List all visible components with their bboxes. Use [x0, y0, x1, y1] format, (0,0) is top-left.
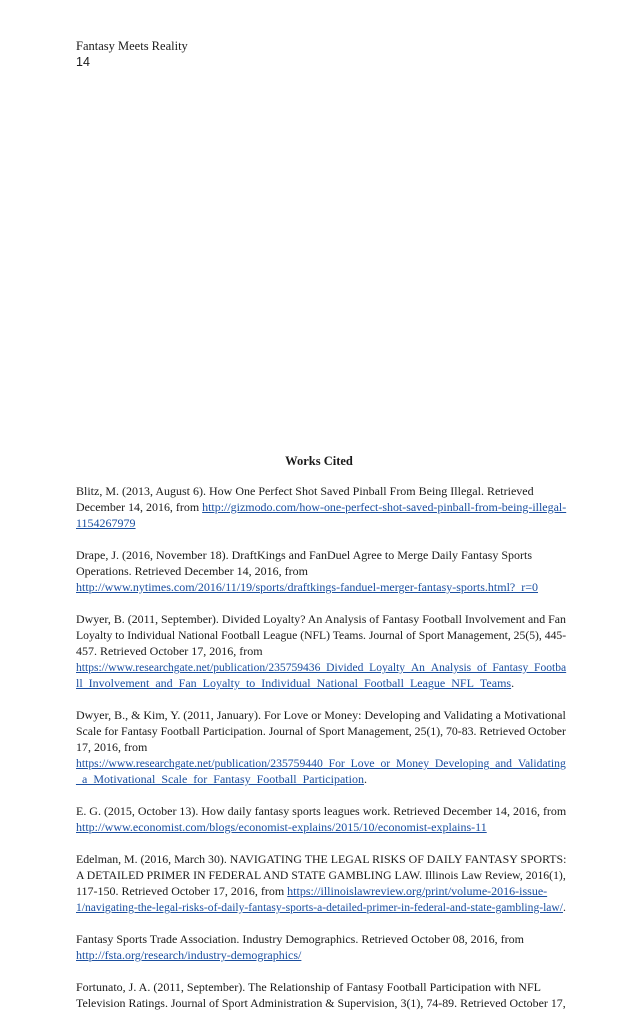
reference-entry — [76, 707, 566, 787]
reference-text: Fortunato, J. A. (2011, September). The Relationship of Fantasy Football Participation with NFL — [76, 980, 541, 994]
reference-line — [76, 643, 566, 659]
reference-text: E. G. (2015, October 13). How daily fantasy sports leagues work. Retrieved December 14, 2016, from — [76, 804, 567, 818]
reference-line — [76, 867, 566, 883]
reference-text: . — [511, 676, 515, 690]
reference-line — [76, 483, 566, 499]
reference-line — [76, 819, 566, 835]
reference-text: Dwyer, B., & Kim, Y. (2011, January). For Love or Money: Developing and Validating a Motivational — [76, 708, 566, 722]
reference-line — [76, 707, 565, 723]
reference-text: A DETAILED PRIMER IN FEDERAL AND STATE GAMBLING LAW. Illinois Law Review, 2016(1), — [76, 868, 566, 882]
reference-line — [76, 883, 566, 899]
reference-link[interactable]: https://www.researchgate.net/publication/235759440_For_Love_or_Money_Developing_and_Validating — [76, 756, 566, 770]
reference-text: Operations. Retrieved December 14, 2016, from — [76, 564, 308, 578]
reference-line — [76, 755, 566, 771]
reference-line — [76, 499, 567, 515]
reference-line — [76, 627, 567, 643]
reference-link[interactable]: http://gizmodo.com/how-one-perfect-shot-saved-pinball-from-being-illegal- — [202, 500, 567, 514]
reference-line — [76, 803, 565, 819]
reference-link[interactable]: 1154267979 — [76, 516, 136, 530]
reference-list — [76, 483, 566, 1011]
reference-link[interactable]: http://www.nytimes.com/2016/11/19/sports/draftkings-fanduel-merger-fantasy-sports.html?_r=0 — [76, 580, 538, 594]
reference-line — [76, 931, 566, 947]
reference-entry — [76, 803, 566, 835]
reference-entry — [76, 851, 566, 915]
reference-link[interactable]: http://www.economist.com/blogs/economist-explains/2015/10/economist-explains-11 — [76, 820, 487, 834]
reference-text: 457. Retrieved October 17, 2016, from — [76, 644, 263, 658]
reference-text: December 14, 2016, from — [76, 500, 203, 514]
reference-text: . — [363, 772, 367, 786]
reference-line — [76, 947, 566, 963]
reference-line — [76, 579, 566, 595]
reference-entry — [76, 547, 566, 595]
reference-link[interactable]: https://illinoislawreview.org/print/volume-2016-issue- — [287, 884, 548, 898]
reference-line — [76, 547, 566, 563]
reference-text: . — [563, 900, 566, 914]
reference-entry — [76, 483, 566, 531]
works-cited-heading: Works Cited — [285, 454, 353, 468]
reference-line — [76, 995, 566, 1011]
reference-line — [76, 659, 567, 675]
reference-link[interactable]: https://www.researchgate.net/publication/235759436_Divided_Loyalty_An_Analysis_of_Fantasy_Footba — [76, 660, 567, 674]
reference-link[interactable]: _a_Motivational_Scale_for_Fantasy_Football_Participation — [76, 772, 364, 786]
reference-line — [76, 979, 566, 995]
reference-entry — [76, 931, 566, 963]
reference-line — [76, 515, 566, 531]
page-number: 14 — [76, 55, 90, 69]
reference-line — [76, 723, 566, 739]
reference-line — [76, 851, 567, 867]
reference-text: Fantasy Sports Trade Association. Industry Demographics. Retrieved October 08, 2016, from — [76, 932, 524, 946]
reference-entry — [76, 979, 566, 1011]
reference-text: Drape, J. (2016, November 18). DraftKings and FanDuel Agree to Merge Daily Fantasy Sports — [76, 548, 533, 562]
reference-text: Television Ratings. Journal of Sport Administration & Supervision, 3(1), 74-89. Retrieved October 17, — [76, 996, 566, 1010]
reference-link[interactable]: 1/navigating-the-legal-risks-of-daily-fantasy-sports-a-detailed-primer-in-federal-and-state-gambling-law/ — [76, 900, 564, 914]
reference-text: Edelman, M. (2016, March 30). NAVIGATING THE LEGAL RISKS OF DAILY FANTASY SPORTS: — [76, 852, 567, 866]
reference-text: Loyalty to Individual National Football League (NFL) Teams. Journal of Sport Management, 25(5), 445- — [76, 628, 567, 642]
reference-line — [76, 899, 566, 915]
running-head: Fantasy Meets Reality — [76, 39, 188, 53]
reference-line — [76, 771, 566, 787]
reference-line — [76, 739, 566, 755]
reference-text: 17, 2016, from — [76, 740, 148, 754]
reference-text: Blitz, M. (2013, August 6). How One Perfect Shot Saved Pinball From Being Illegal. Retrieved — [76, 484, 534, 498]
reference-text: Dwyer, B. (2011, September). Divided Loyalty? An Analysis of Fantasy Football Involvement and Fan — [76, 612, 566, 626]
reference-link[interactable]: ll_Involvement_and_Fan_Loyalty_to_Individual_National_Football_League_NFL_Teams — [76, 676, 512, 690]
reference-text: 117-150. Retrieved October 17, 2016, from — [76, 884, 288, 898]
reference-entry — [76, 611, 566, 691]
reference-text: Scale for Fantasy Football Participation. Journal of Sport Management, 25(1), 70-83. Retrieved October — [76, 724, 566, 738]
reference-link[interactable]: http://fsta.org/research/industry-demographics/ — [76, 948, 302, 962]
reference-line — [76, 563, 566, 579]
reference-line — [76, 611, 566, 627]
reference-line — [76, 675, 566, 691]
